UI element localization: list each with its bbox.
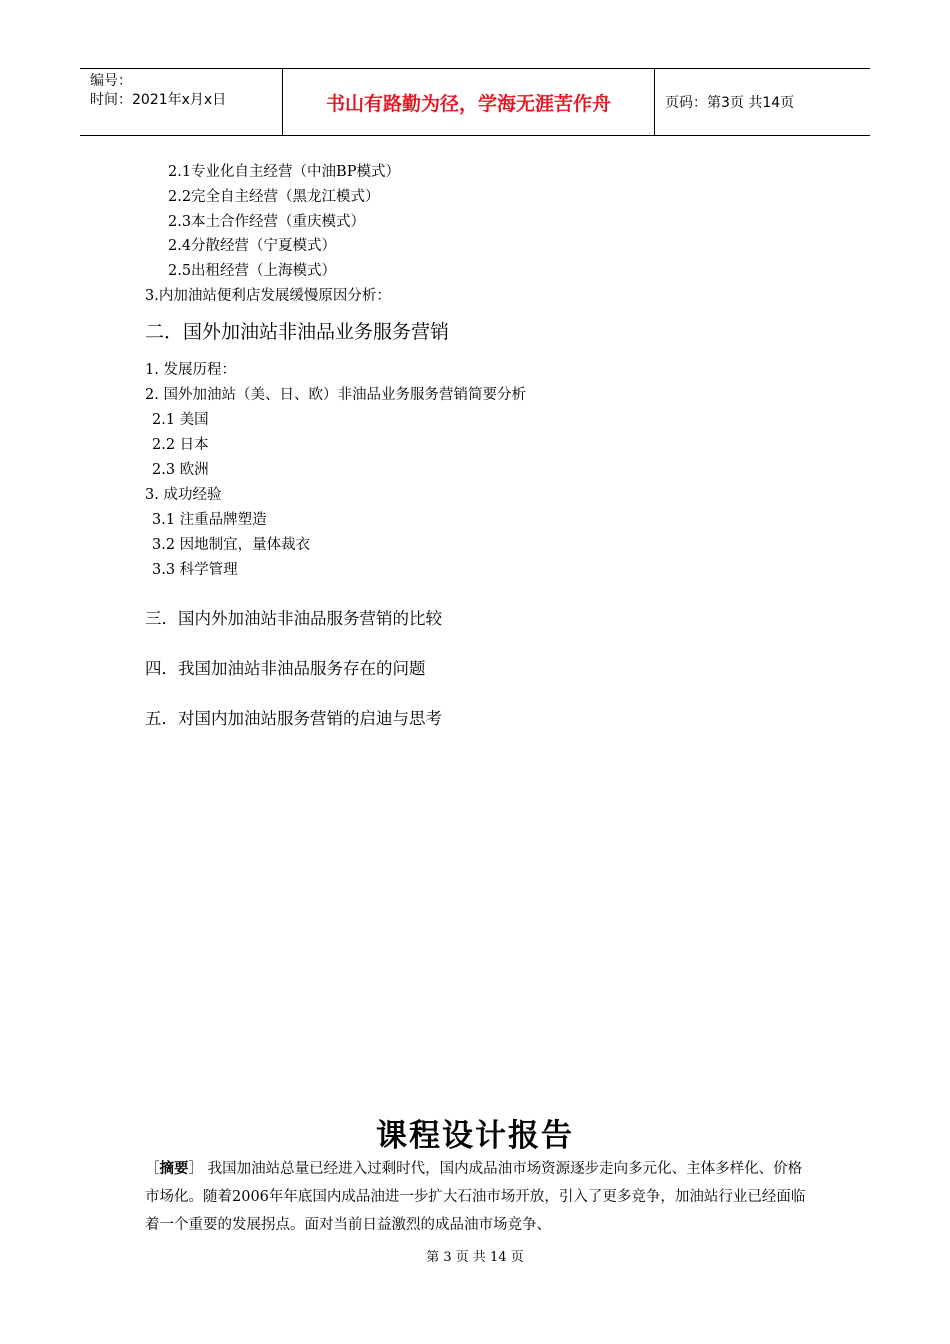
- s2-item-3: 3. 成功经验: [145, 487, 222, 503]
- outline-item-2-5: 2.5出租经营（上海模式）: [168, 263, 337, 279]
- outline-item-2-4: 2.4分散经营（宁夏模式）: [168, 238, 337, 254]
- page-header: [80, 68, 870, 136]
- outline-item-2-2: 2.2完全自主经营（黑龙江模式）: [168, 189, 380, 205]
- abstract-label: 摘要: [159, 1160, 189, 1177]
- report-title: 课程设计报告: [376, 1118, 574, 1154]
- abstract-open-bracket: ［: [145, 1161, 160, 1177]
- header-motto: 书山有路勤为径，学海无涯苦作舟: [282, 69, 655, 135]
- s2-item-3-1: 3.1 注重品牌塑造: [152, 512, 267, 528]
- s2-item-2-3: 2.3 欧洲: [152, 462, 209, 478]
- outline-item-2-1: 2.1专业化自主经营（中油BP模式）: [168, 164, 400, 180]
- s2-item-2-1: 2.1 美国: [152, 412, 209, 428]
- s2-item-3-3: 3.3 科学管理: [152, 562, 238, 578]
- section-heading-2: 二．国外加油站非油品业务服务营销: [145, 321, 450, 343]
- section-heading-4: 四．我国加油站非油品服务存在的问题: [145, 659, 426, 678]
- s2-item-2: 2. 国外加油站（美、日、欧）非油品业务服务营销简要分析: [145, 387, 526, 403]
- section-heading-3: 三．国内外加油站非油品服务营销的比较: [145, 609, 442, 628]
- abstract-text: 我国加油站总量已经进入过剩时代，国内成品油市场资源逐步走向多元化、主体多样化、价格市场化。随着2006年年底国内成品油进一步扩大石油市场开放，引入了更多竞争，加油站行业已经面临着一个重要的发展拐点。面对当前日益激烈的成品油市场竞争、: [145, 1161, 806, 1233]
- s2-item-3-2: 3.2 因地制宜，量体裁衣: [152, 537, 311, 553]
- s2-item-1: 1. 发展历程：: [145, 362, 236, 378]
- s2-item-2-2: 2.2 日本: [152, 437, 209, 453]
- abstract-close-bracket: ］: [188, 1161, 203, 1177]
- document-number-label: 编号：: [90, 73, 132, 89]
- section-heading-5: 五．对国内加油站服务营销的启迪与思考: [145, 709, 442, 728]
- outline-item-3: 3.内加油站便利店发展缓慢原因分析：: [145, 288, 391, 304]
- header-meta: [80, 69, 282, 135]
- header-page-info: 页码：第3页 共14页: [665, 95, 795, 111]
- document-date: 时间：2021年x月x日: [90, 92, 227, 108]
- abstract-paragraph: [145, 1155, 815, 1239]
- outline-item-2-3: 2.3本土合作经营（重庆模式）: [168, 214, 366, 230]
- page-footer: 第 3 页 共 14 页: [426, 1250, 524, 1265]
